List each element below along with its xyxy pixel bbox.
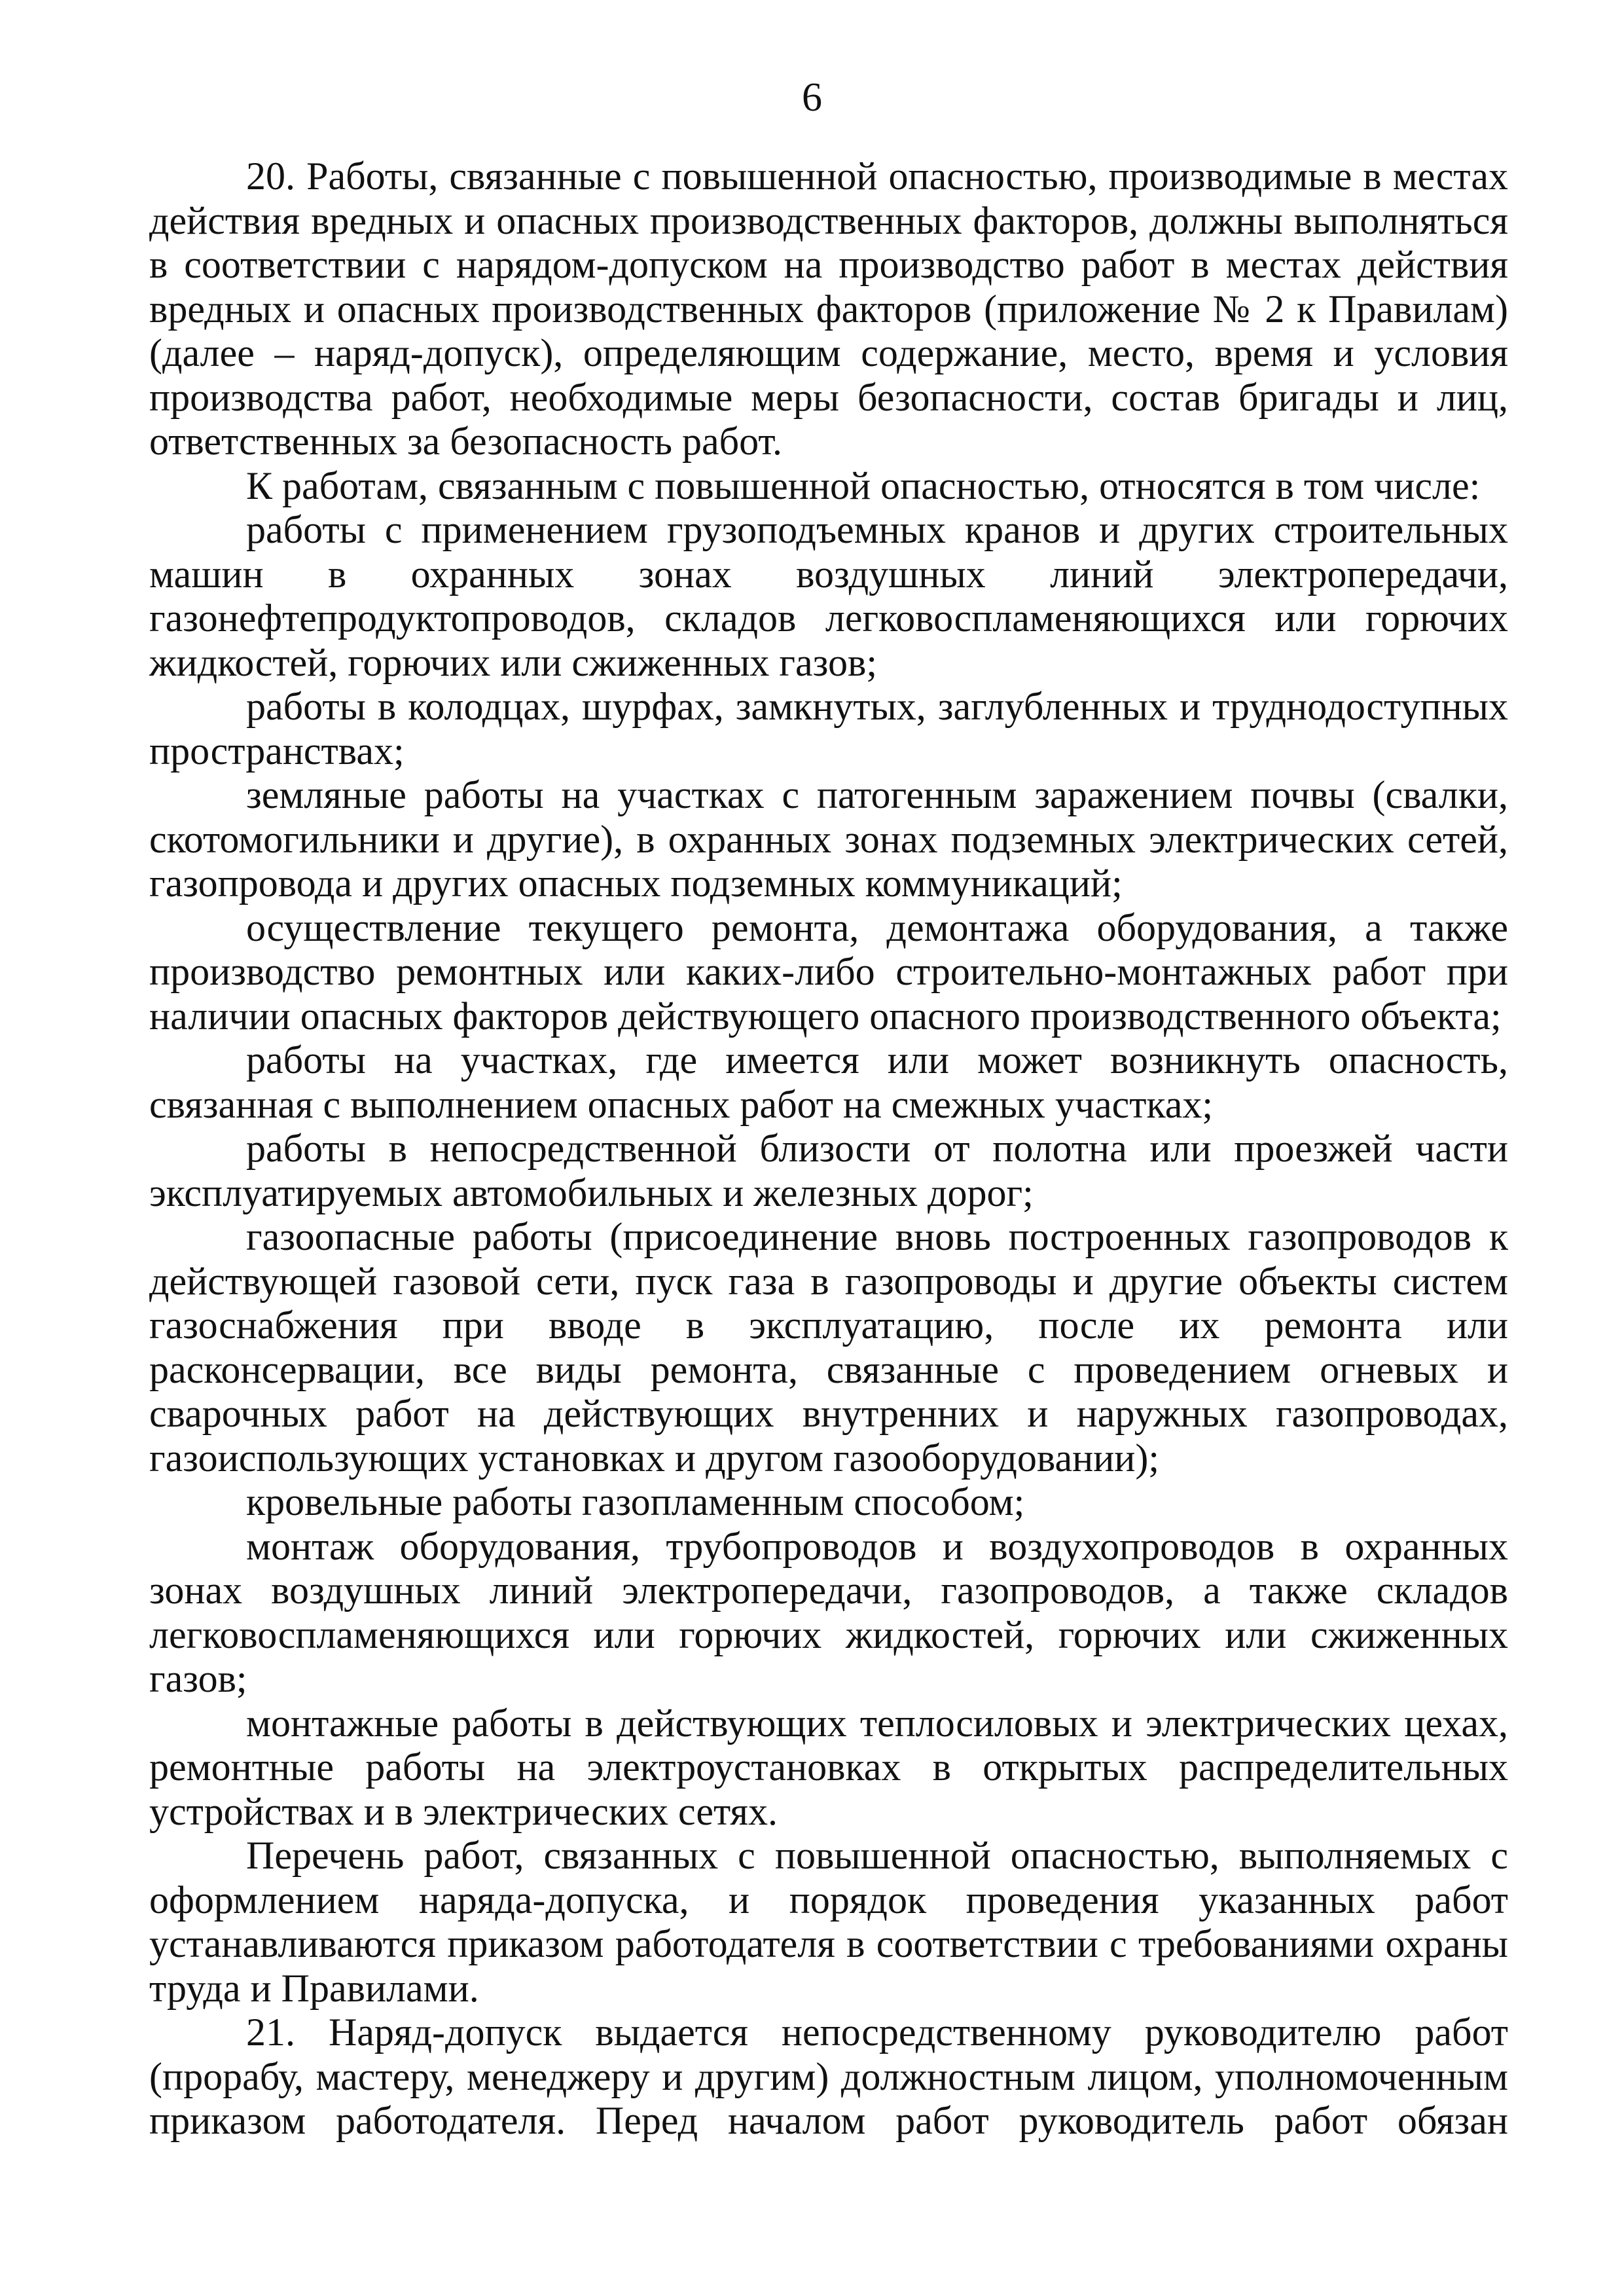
list-item-well-works: работы в колодцах, шурфах, замкнутых, заглубленных и труднодоступных пространствах;: [149, 685, 1508, 773]
paragraph-20: 20. Работы, связанные с повышенной опасностью, производимые в местах действия вредных и опасных производственных факторов, должны выполняться в соответствии с нарядом-допуском на производство работ в местах действия вредных и опасных производственных факторов (приложение № 2 к Правилам) (далее – наряд-допуск), определяющим содержание, место, время и условия производства работ, необходимые меры безопасности, состав бригады и лиц, ответственных за безопасность работ.: [149, 155, 1508, 463]
list-item-crane-works: работы с применением грузоподъемных кранов и других строительных машин в охранных зонах воздушных линий электропередачи, газонефтепродуктопроводов, складов легковоспламеняющихся или горючих жидкостей, горючих или сжиженных газов;: [149, 508, 1508, 684]
list-item-road-works: работы в непосредственной близости от полотна или проезжей части эксплуатируемых автомобильных и железных дорог;: [149, 1127, 1508, 1214]
paragraph-list-intro: К работам, связанным с повышенной опасностью, относятся в том числе:: [246, 464, 1481, 507]
list-item-electrical-works: монтажные работы в действующих теплосиловых и электрических цехах, ремонтные работы на электроустановках в открытых распределительных устройствах и в электрических сетях.: [149, 1701, 1508, 1833]
list-item-repair-works: осуществление текущего ремонта, демонтажа оборудования, а также производство ремонтных или каких-либо строительно-монтажных работ при наличии опасных факторов действующего опасного производственного объекта;: [149, 905, 1508, 1038]
list-item-earth-works: земляные работы на участках с патогенным заражением почвы (свалки, скотомогильники и другие), в охранных зонах подземных электрических сетей, газопровода и других опасных подземных коммуникаций;: [149, 773, 1508, 905]
page-number: 6: [802, 75, 822, 120]
list-item-gas-hazard-works: газоопасные работы (присоединение вновь построенных газопроводов к действующей газовой сети, пуск газа в газопроводы и другие объекты систем газоснабжения при вводе в эксплуатацию, после их ремонта или расконсервации, все виды ремонта, связанные с проведением огневых и сварочных работ на действующих внутренних и наружных газопроводах, газоиспользующих установках и другом газооборудовании);: [149, 1215, 1508, 1480]
document-body: [149, 155, 1508, 2143]
paragraph-21: 21. Наряд-допуск выдается непосредственному руководителю работ (прорабу, мастеру, менеджеру и другим) должностным лицом, уполномоченным приказом работодателя. Перед началом работ руководитель работ обязан: [149, 2011, 1508, 2142]
list-item-roofing-works: кровельные работы газопламенным способом;: [246, 1480, 1025, 1523]
paragraph-work-list: Перечень работ, связанных с повышенной опасностью, выполняемых с оформлением наряда-допуска, и порядок проведения указанных работ устанавливаются приказом работодателя в соответствии с требованиями охраны труда и Правилами.: [149, 1834, 1508, 2010]
list-item-adjacent-works: работы на участках, где имеется или может возникнуть опасность, связанная с выполнением опасных работ на смежных участках;: [149, 1038, 1508, 1126]
list-item-installation-works: монтаж оборудования, трубопроводов и воздухопроводов в охранных зонах воздушных линий электропередачи, газопроводов, а также складов легковоспламеняющихся или горючих жидкостей, горючих или сжиженных газов;: [149, 1524, 1508, 1700]
